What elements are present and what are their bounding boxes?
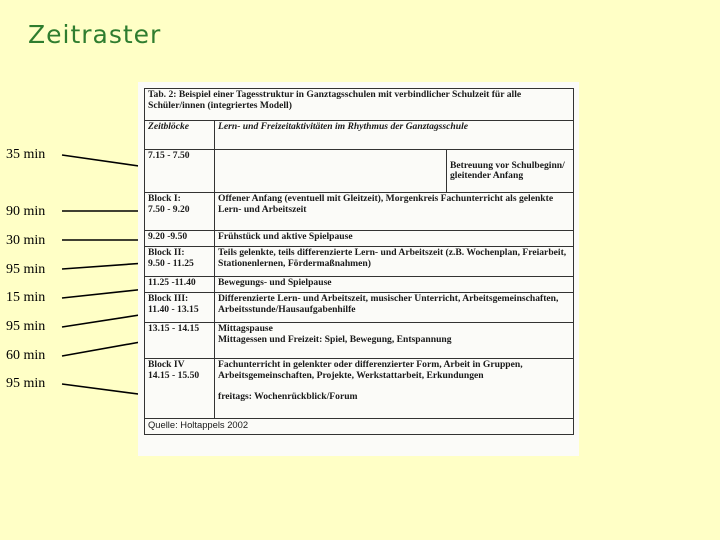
note: Betreuung vor Schulbeginn/ gleitender Anfang [447, 150, 574, 193]
time-block: 7.15 - 7.50 [145, 150, 215, 193]
duration-label: 35 min [6, 147, 46, 162]
arrow [62, 155, 146, 167]
arrow [62, 289, 146, 298]
duration-label: 15 min [6, 290, 46, 305]
time-block: 9.20 -9.50 [145, 231, 215, 247]
header-time-blocks: Zeitblöcke [145, 121, 215, 150]
duration-label: 90 min [6, 204, 46, 219]
arrow [62, 384, 146, 395]
table-row [145, 150, 574, 193]
time-block: Block III: 11.40 - 13.15 [145, 293, 215, 323]
header-activities: Lern- und Freizeitaktivitäten im Rhythmus der Ganztagsschule [215, 121, 574, 150]
activity [215, 150, 447, 193]
activity: Frühstück und aktive Spielpause [215, 231, 574, 247]
table-row [145, 231, 574, 247]
table-row [145, 323, 574, 359]
table-row [145, 193, 574, 231]
duration-label: 60 min [6, 348, 46, 363]
time-block: 13.15 - 14.15 [145, 323, 215, 359]
table-source: Quelle: Holtappels 2002 [145, 419, 574, 435]
duration-label: 95 min [6, 262, 46, 277]
time-block: 11.25 -11.40 [145, 277, 215, 293]
table-caption: Tab. 2: Beispiel einer Tagesstruktur in Ganztagsschulen mit verbindlicher Schulzeit für alle Schüler/innen (integriertes Modell) [145, 89, 574, 121]
page-title: Zeitraster [28, 20, 162, 49]
time-block: Block II: 9.50 - 11.25 [145, 247, 215, 277]
time-block: Block I: 7.50 - 9.20 [145, 193, 215, 231]
table-row [145, 277, 574, 293]
table-row [145, 247, 574, 277]
activity: Differenzierte Lern- und Arbeitszeit, musischer Unterricht, Arbeitsgemeinschaften, Arbeitsstunde/Hausaufgabenhilfe [215, 293, 574, 323]
arrow [62, 314, 146, 327]
activity: Fachunterricht in gelenkter oder differenzierter Form, Arbeit in Gruppen, Arbeitsgemeinschaften, Projekte, Werkstattarbeit, Erkundungen freitags: Wochenrückblick/Forum [215, 359, 574, 419]
time-block: Block IV 14.15 - 15.50 [145, 359, 215, 419]
arrow [62, 263, 146, 269]
table-row [145, 293, 574, 323]
arrow [62, 341, 146, 356]
duration-label: 30 min [6, 233, 46, 248]
table-row [145, 359, 574, 419]
activity: Mittagspause Mittagessen und Freizeit: Spiel, Bewegung, Entspannung [215, 323, 574, 359]
activity: Teils gelenkte, teils differenzierte Lern- und Arbeitszeit (z.B. Wochenplan, Freiarbeit, Stationenlernen, Fördermaßnahmen) [215, 247, 574, 277]
activity: Bewegungs- und Spielpause [215, 277, 574, 293]
schedule-table [144, 88, 574, 435]
duration-label: 95 min [6, 319, 46, 334]
activity: Offener Anfang (eventuell mit Gleitzeit), Morgenkreis Fachunterricht als gelenkte Lern- und Arbeitszeit [215, 193, 574, 231]
duration-label: 95 min [6, 376, 46, 391]
